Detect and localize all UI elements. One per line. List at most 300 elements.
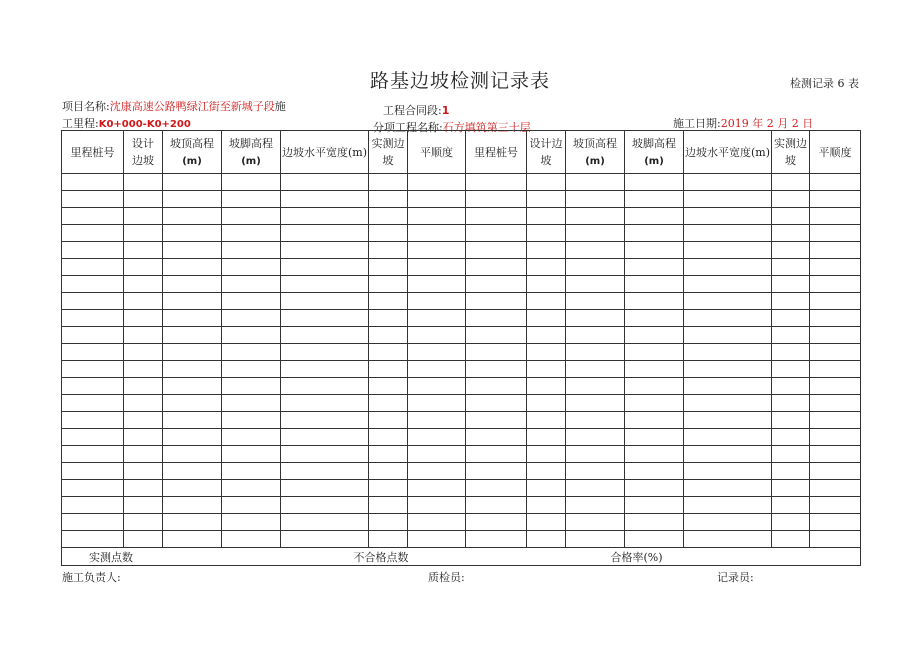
table-cell[interactable] xyxy=(163,327,222,344)
table-cell[interactable] xyxy=(566,310,625,327)
table-cell[interactable] xyxy=(62,259,124,276)
table-cell[interactable] xyxy=(369,531,408,548)
table-cell[interactable] xyxy=(163,497,222,514)
table-cell[interactable] xyxy=(124,463,163,480)
table-cell[interactable] xyxy=(408,531,466,548)
table-cell[interactable] xyxy=(369,225,408,242)
table-cell[interactable] xyxy=(625,242,684,259)
table-cell[interactable] xyxy=(369,191,408,208)
table-cell[interactable] xyxy=(163,446,222,463)
table-cell[interactable] xyxy=(684,208,772,225)
table-cell[interactable] xyxy=(566,174,625,191)
table-cell[interactable] xyxy=(810,191,861,208)
table-cell[interactable] xyxy=(466,514,527,531)
table-cell[interactable] xyxy=(810,361,861,378)
table-cell[interactable] xyxy=(124,242,163,259)
table-cell[interactable] xyxy=(222,174,281,191)
table-cell[interactable] xyxy=(222,208,281,225)
table-cell[interactable] xyxy=(163,174,222,191)
table-cell[interactable] xyxy=(566,395,625,412)
table-cell[interactable] xyxy=(369,208,408,225)
table-cell[interactable] xyxy=(466,378,527,395)
table-cell[interactable] xyxy=(625,446,684,463)
table-cell[interactable] xyxy=(772,412,810,429)
table-cell[interactable] xyxy=(408,378,466,395)
table-cell[interactable] xyxy=(124,276,163,293)
table-cell[interactable] xyxy=(369,395,408,412)
table-cell[interactable] xyxy=(62,429,124,446)
table-cell[interactable] xyxy=(566,497,625,514)
table-cell[interactable] xyxy=(62,361,124,378)
table-cell[interactable] xyxy=(281,191,369,208)
table-cell[interactable] xyxy=(466,531,527,548)
table-cell[interactable] xyxy=(222,361,281,378)
table-cell[interactable] xyxy=(222,497,281,514)
table-cell[interactable] xyxy=(281,463,369,480)
table-cell[interactable] xyxy=(684,361,772,378)
table-cell[interactable] xyxy=(772,344,810,361)
table-cell[interactable] xyxy=(163,361,222,378)
table-cell[interactable] xyxy=(408,514,466,531)
table-cell[interactable] xyxy=(163,514,222,531)
table-cell[interactable] xyxy=(527,378,566,395)
table-cell[interactable] xyxy=(810,531,861,548)
table-cell[interactable] xyxy=(124,208,163,225)
table-cell[interactable] xyxy=(369,514,408,531)
table-cell[interactable] xyxy=(527,259,566,276)
table-cell[interactable] xyxy=(163,191,222,208)
table-cell[interactable] xyxy=(527,463,566,480)
table-cell[interactable] xyxy=(62,242,124,259)
table-cell[interactable] xyxy=(625,327,684,344)
table-cell[interactable] xyxy=(527,344,566,361)
table-cell[interactable] xyxy=(810,344,861,361)
table-cell[interactable] xyxy=(772,208,810,225)
table-cell[interactable] xyxy=(281,395,369,412)
table-cell[interactable] xyxy=(810,276,861,293)
table-cell[interactable] xyxy=(772,514,810,531)
table-cell[interactable] xyxy=(625,344,684,361)
table-cell[interactable] xyxy=(527,276,566,293)
table-cell[interactable] xyxy=(566,259,625,276)
table-cell[interactable] xyxy=(163,412,222,429)
table-cell[interactable] xyxy=(408,446,466,463)
table-cell[interactable] xyxy=(527,293,566,310)
table-cell[interactable] xyxy=(684,276,772,293)
table-cell[interactable] xyxy=(684,191,772,208)
table-cell[interactable] xyxy=(684,531,772,548)
table-cell[interactable] xyxy=(408,344,466,361)
table-cell[interactable] xyxy=(625,463,684,480)
table-cell[interactable] xyxy=(281,429,369,446)
table-cell[interactable] xyxy=(408,259,466,276)
table-cell[interactable] xyxy=(566,225,625,242)
table-cell[interactable] xyxy=(566,208,625,225)
table-cell[interactable] xyxy=(466,429,527,446)
table-cell[interactable] xyxy=(281,259,369,276)
table-cell[interactable] xyxy=(810,174,861,191)
table-cell[interactable] xyxy=(222,327,281,344)
table-cell[interactable] xyxy=(772,395,810,412)
table-cell[interactable] xyxy=(281,327,369,344)
table-cell[interactable] xyxy=(408,208,466,225)
table-cell[interactable] xyxy=(369,293,408,310)
table-cell[interactable] xyxy=(684,310,772,327)
table-cell[interactable] xyxy=(625,429,684,446)
table-cell[interactable] xyxy=(566,344,625,361)
table-cell[interactable] xyxy=(163,276,222,293)
table-cell[interactable] xyxy=(527,531,566,548)
table-cell[interactable] xyxy=(810,497,861,514)
table-cell[interactable] xyxy=(222,429,281,446)
table-cell[interactable] xyxy=(810,310,861,327)
table-cell[interactable] xyxy=(466,242,527,259)
table-cell[interactable] xyxy=(163,208,222,225)
table-cell[interactable] xyxy=(124,531,163,548)
table-cell[interactable] xyxy=(772,480,810,497)
table-cell[interactable] xyxy=(684,293,772,310)
table-cell[interactable] xyxy=(281,344,369,361)
table-cell[interactable] xyxy=(124,514,163,531)
table-cell[interactable] xyxy=(466,276,527,293)
table-cell[interactable] xyxy=(369,242,408,259)
table-cell[interactable] xyxy=(684,514,772,531)
table-cell[interactable] xyxy=(222,225,281,242)
table-cell[interactable] xyxy=(566,327,625,344)
table-cell[interactable] xyxy=(281,276,369,293)
table-cell[interactable] xyxy=(772,191,810,208)
table-cell[interactable] xyxy=(527,208,566,225)
table-cell[interactable] xyxy=(810,208,861,225)
table-cell[interactable] xyxy=(810,412,861,429)
table-cell[interactable] xyxy=(408,463,466,480)
table-cell[interactable] xyxy=(408,412,466,429)
table-cell[interactable] xyxy=(124,344,163,361)
table-cell[interactable] xyxy=(527,174,566,191)
table-cell[interactable] xyxy=(281,242,369,259)
table-cell[interactable] xyxy=(684,327,772,344)
table-cell[interactable] xyxy=(408,310,466,327)
table-cell[interactable] xyxy=(527,514,566,531)
table-cell[interactable] xyxy=(466,361,527,378)
table-cell[interactable] xyxy=(772,225,810,242)
table-cell[interactable] xyxy=(281,293,369,310)
table-cell[interactable] xyxy=(369,429,408,446)
table-cell[interactable] xyxy=(369,480,408,497)
table-cell[interactable] xyxy=(369,412,408,429)
table-cell[interactable] xyxy=(222,242,281,259)
table-cell[interactable] xyxy=(281,497,369,514)
table-cell[interactable] xyxy=(772,497,810,514)
table-cell[interactable] xyxy=(369,327,408,344)
table-cell[interactable] xyxy=(684,497,772,514)
table-cell[interactable] xyxy=(772,310,810,327)
table-cell[interactable] xyxy=(62,378,124,395)
table-cell[interactable] xyxy=(625,378,684,395)
table-cell[interactable] xyxy=(62,310,124,327)
table-cell[interactable] xyxy=(466,208,527,225)
table-cell[interactable] xyxy=(408,480,466,497)
table-cell[interactable] xyxy=(62,225,124,242)
table-cell[interactable] xyxy=(408,327,466,344)
table-cell[interactable] xyxy=(684,225,772,242)
table-cell[interactable] xyxy=(625,412,684,429)
table-cell[interactable] xyxy=(222,293,281,310)
table-cell[interactable] xyxy=(408,429,466,446)
table-cell[interactable] xyxy=(810,446,861,463)
table-cell[interactable] xyxy=(281,378,369,395)
table-cell[interactable] xyxy=(684,344,772,361)
table-cell[interactable] xyxy=(810,327,861,344)
table-cell[interactable] xyxy=(527,191,566,208)
table-cell[interactable] xyxy=(408,242,466,259)
table-cell[interactable] xyxy=(369,378,408,395)
table-cell[interactable] xyxy=(810,429,861,446)
table-cell[interactable] xyxy=(124,293,163,310)
table-cell[interactable] xyxy=(466,174,527,191)
table-cell[interactable] xyxy=(772,429,810,446)
table-cell[interactable] xyxy=(772,242,810,259)
table-cell[interactable] xyxy=(527,497,566,514)
table-cell[interactable] xyxy=(62,514,124,531)
table-cell[interactable] xyxy=(369,276,408,293)
table-cell[interactable] xyxy=(810,225,861,242)
table-cell[interactable] xyxy=(466,191,527,208)
table-cell[interactable] xyxy=(163,225,222,242)
table-cell[interactable] xyxy=(124,191,163,208)
table-cell[interactable] xyxy=(222,344,281,361)
table-cell[interactable] xyxy=(772,463,810,480)
table-cell[interactable] xyxy=(772,276,810,293)
table-cell[interactable] xyxy=(566,242,625,259)
table-cell[interactable] xyxy=(62,327,124,344)
table-cell[interactable] xyxy=(684,378,772,395)
table-cell[interactable] xyxy=(62,480,124,497)
table-cell[interactable] xyxy=(281,531,369,548)
table-cell[interactable] xyxy=(566,463,625,480)
table-cell[interactable] xyxy=(163,310,222,327)
table-cell[interactable] xyxy=(222,191,281,208)
table-cell[interactable] xyxy=(466,446,527,463)
table-cell[interactable] xyxy=(625,310,684,327)
table-cell[interactable] xyxy=(281,310,369,327)
table-cell[interactable] xyxy=(124,327,163,344)
table-cell[interactable] xyxy=(163,429,222,446)
table-cell[interactable] xyxy=(408,497,466,514)
table-cell[interactable] xyxy=(772,327,810,344)
table-cell[interactable] xyxy=(408,191,466,208)
table-cell[interactable] xyxy=(810,242,861,259)
table-cell[interactable] xyxy=(408,293,466,310)
table-cell[interactable] xyxy=(566,293,625,310)
table-cell[interactable] xyxy=(222,259,281,276)
table-cell[interactable] xyxy=(566,361,625,378)
table-cell[interactable] xyxy=(772,174,810,191)
table-cell[interactable] xyxy=(369,344,408,361)
table-cell[interactable] xyxy=(684,429,772,446)
table-cell[interactable] xyxy=(163,480,222,497)
table-cell[interactable] xyxy=(527,446,566,463)
table-cell[interactable] xyxy=(772,259,810,276)
table-cell[interactable] xyxy=(222,463,281,480)
table-cell[interactable] xyxy=(772,378,810,395)
table-cell[interactable] xyxy=(527,480,566,497)
table-cell[interactable] xyxy=(566,480,625,497)
table-cell[interactable] xyxy=(684,463,772,480)
table-cell[interactable] xyxy=(566,191,625,208)
table-cell[interactable] xyxy=(222,276,281,293)
table-cell[interactable] xyxy=(62,344,124,361)
table-cell[interactable] xyxy=(62,463,124,480)
table-cell[interactable] xyxy=(566,514,625,531)
table-cell[interactable] xyxy=(124,174,163,191)
table-cell[interactable] xyxy=(684,259,772,276)
table-cell[interactable] xyxy=(684,174,772,191)
table-cell[interactable] xyxy=(810,259,861,276)
table-cell[interactable] xyxy=(466,225,527,242)
table-cell[interactable] xyxy=(527,242,566,259)
table-cell[interactable] xyxy=(408,276,466,293)
table-cell[interactable] xyxy=(124,225,163,242)
table-cell[interactable] xyxy=(810,463,861,480)
table-cell[interactable] xyxy=(281,208,369,225)
table-cell[interactable] xyxy=(222,514,281,531)
table-cell[interactable] xyxy=(124,378,163,395)
table-cell[interactable] xyxy=(625,225,684,242)
table-cell[interactable] xyxy=(163,531,222,548)
table-cell[interactable] xyxy=(772,361,810,378)
table-cell[interactable] xyxy=(625,259,684,276)
table-cell[interactable] xyxy=(369,310,408,327)
table-cell[interactable] xyxy=(62,276,124,293)
table-cell[interactable] xyxy=(281,446,369,463)
table-cell[interactable] xyxy=(163,378,222,395)
table-cell[interactable] xyxy=(281,225,369,242)
table-cell[interactable] xyxy=(369,361,408,378)
table-cell[interactable] xyxy=(408,361,466,378)
table-cell[interactable] xyxy=(466,344,527,361)
table-cell[interactable] xyxy=(625,480,684,497)
table-cell[interactable] xyxy=(281,361,369,378)
table-cell[interactable] xyxy=(466,497,527,514)
table-cell[interactable] xyxy=(566,276,625,293)
table-cell[interactable] xyxy=(62,446,124,463)
table-cell[interactable] xyxy=(566,429,625,446)
table-cell[interactable] xyxy=(369,174,408,191)
table-cell[interactable] xyxy=(222,395,281,412)
table-cell[interactable] xyxy=(527,310,566,327)
table-cell[interactable] xyxy=(408,395,466,412)
table-cell[interactable] xyxy=(62,174,124,191)
table-cell[interactable] xyxy=(408,225,466,242)
table-cell[interactable] xyxy=(810,480,861,497)
table-cell[interactable] xyxy=(124,412,163,429)
table-cell[interactable] xyxy=(222,412,281,429)
table-cell[interactable] xyxy=(466,463,527,480)
table-cell[interactable] xyxy=(625,514,684,531)
table-cell[interactable] xyxy=(124,259,163,276)
table-cell[interactable] xyxy=(369,497,408,514)
table-cell[interactable] xyxy=(527,412,566,429)
table-cell[interactable] xyxy=(684,395,772,412)
table-cell[interactable] xyxy=(163,242,222,259)
table-cell[interactable] xyxy=(810,293,861,310)
table-cell[interactable] xyxy=(281,174,369,191)
table-cell[interactable] xyxy=(163,293,222,310)
table-cell[interactable] xyxy=(408,174,466,191)
table-cell[interactable] xyxy=(222,378,281,395)
table-cell[interactable] xyxy=(163,259,222,276)
table-cell[interactable] xyxy=(62,412,124,429)
table-cell[interactable] xyxy=(527,429,566,446)
table-cell[interactable] xyxy=(772,446,810,463)
table-cell[interactable] xyxy=(566,531,625,548)
table-cell[interactable] xyxy=(62,531,124,548)
table-cell[interactable] xyxy=(625,293,684,310)
table-cell[interactable] xyxy=(810,395,861,412)
table-cell[interactable] xyxy=(684,412,772,429)
table-cell[interactable] xyxy=(466,310,527,327)
table-cell[interactable] xyxy=(566,378,625,395)
table-cell[interactable] xyxy=(625,174,684,191)
table-cell[interactable] xyxy=(281,514,369,531)
table-cell[interactable] xyxy=(684,446,772,463)
table-cell[interactable] xyxy=(466,259,527,276)
table-cell[interactable] xyxy=(222,446,281,463)
table-cell[interactable] xyxy=(163,395,222,412)
table-cell[interactable] xyxy=(527,361,566,378)
table-cell[interactable] xyxy=(625,191,684,208)
table-cell[interactable] xyxy=(625,531,684,548)
table-cell[interactable] xyxy=(62,191,124,208)
table-cell[interactable] xyxy=(222,480,281,497)
table-cell[interactable] xyxy=(466,480,527,497)
table-cell[interactable] xyxy=(124,480,163,497)
table-cell[interactable] xyxy=(625,361,684,378)
table-cell[interactable] xyxy=(124,395,163,412)
table-cell[interactable] xyxy=(566,446,625,463)
table-cell[interactable] xyxy=(62,395,124,412)
table-cell[interactable] xyxy=(466,327,527,344)
table-cell[interactable] xyxy=(163,344,222,361)
table-cell[interactable] xyxy=(684,480,772,497)
table-cell[interactable] xyxy=(369,259,408,276)
table-cell[interactable] xyxy=(369,446,408,463)
table-cell[interactable] xyxy=(625,208,684,225)
table-cell[interactable] xyxy=(124,310,163,327)
table-cell[interactable] xyxy=(124,497,163,514)
table-cell[interactable] xyxy=(124,361,163,378)
table-cell[interactable] xyxy=(566,412,625,429)
table-cell[interactable] xyxy=(163,463,222,480)
table-cell[interactable] xyxy=(466,293,527,310)
table-cell[interactable] xyxy=(527,327,566,344)
table-cell[interactable] xyxy=(772,531,810,548)
table-cell[interactable] xyxy=(124,446,163,463)
table-cell[interactable] xyxy=(466,412,527,429)
table-cell[interactable] xyxy=(369,463,408,480)
table-cell[interactable] xyxy=(62,497,124,514)
table-cell[interactable] xyxy=(124,429,163,446)
table-cell[interactable] xyxy=(684,242,772,259)
table-cell[interactable] xyxy=(810,514,861,531)
table-cell[interactable] xyxy=(527,225,566,242)
table-cell[interactable] xyxy=(222,310,281,327)
table-cell[interactable] xyxy=(625,497,684,514)
table-cell[interactable] xyxy=(222,531,281,548)
table-cell[interactable] xyxy=(466,395,527,412)
table-cell[interactable] xyxy=(772,293,810,310)
